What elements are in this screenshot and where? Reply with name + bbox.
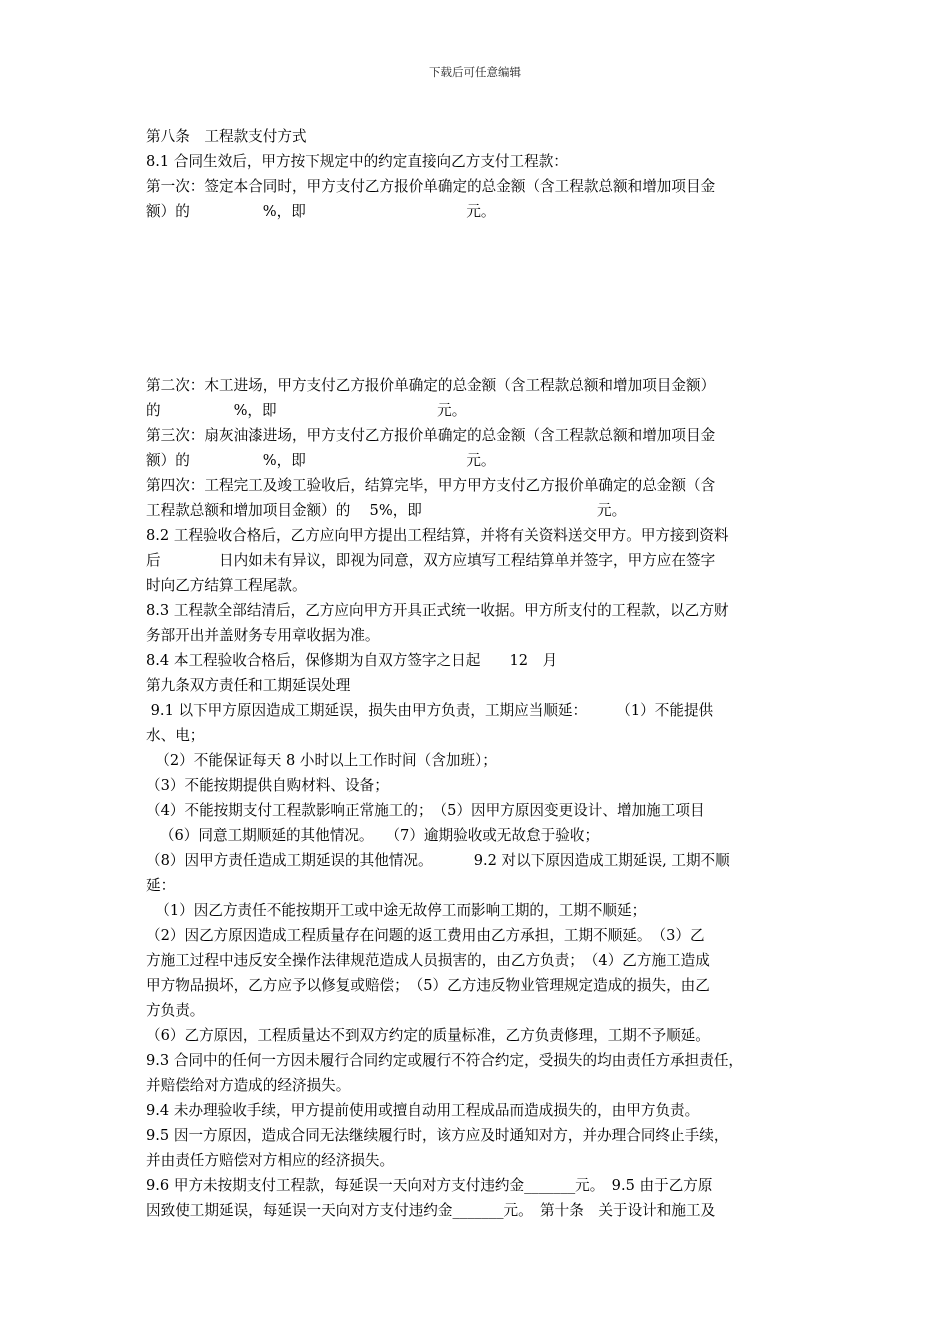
payment-second-line-1: 第二次：木工进场，甲方支付乙方报价单确定的总金额（含工程款总额和增加项目金额） bbox=[146, 377, 716, 394]
article-9-title: 第九条双方责任和工期延误处理 bbox=[146, 677, 351, 694]
clause-9-2-items-line-1: （2）因乙方原因造成工程质量存在问题的返工费用由乙方承担，工期不顺延。 （3）乙 bbox=[146, 927, 705, 944]
clause-9-1-line-2: 水、电； bbox=[146, 727, 205, 744]
clause-9-3-line-2: 并赔偿给对方造成的经济损失。 bbox=[146, 1077, 351, 1094]
clause-9-2-items-line-2: 方施工过程中违反安全操作法律规范造成人员损害的，由乙方负责； （4）乙方施工造成 bbox=[146, 952, 710, 969]
payment-fourth-line-2: 工程款总额和增加项目金额）的 5%，即 元。 bbox=[146, 502, 627, 519]
clause-9-4: 9.4 未办理验收手续，甲方提前使用或擅自动用工程成品而造成损失的，由甲方负责。 bbox=[146, 1102, 700, 1119]
clause-9-1-item-2: （2）不能保证每天 8 小时以上工作时间（含加班）； bbox=[146, 752, 497, 769]
clause-9-6-line-2: 因致使工期延误，每延误一天向对方支付违约金_______元。 第十条 关于设计和施工及 bbox=[146, 1202, 716, 1219]
article-8-title: 第八条 工程款支付方式 bbox=[146, 128, 307, 145]
clause-9-1-item-3: （3）不能按期提供自购材料、设备； bbox=[146, 777, 389, 794]
clause-8-2-line-1: 8.2 工程验收合格后，乙方应向甲方提出工程结算，并将有关资料送交甲方。甲方接到资料 bbox=[146, 527, 729, 544]
clause-8-3-line-2: 务部开出并盖财务专用章收据为准。 bbox=[146, 627, 380, 644]
clause-8-2-line-2: 后 日内如未有异议，即视为同意，双方应填写工程结算单并签字，甲方应在签字 bbox=[146, 552, 716, 569]
clause-9-2-line-1: （8）因甲方责任造成工期延误的其他情况。 9.2 对以下原因造成工期延误, 工期不顺 bbox=[146, 852, 730, 869]
payment-first-line-2: 额）的 %，即 元。 bbox=[146, 203, 496, 220]
clause-9-5-line-2: 并由责任方赔偿对方相应的经济损失。 bbox=[146, 1152, 395, 1169]
clause-9-2-items-line-4: 方负责。 bbox=[146, 1002, 205, 1019]
clause-9-2-item-1: （1）因乙方责任不能按期开工或中途无故停工而影响工期的，工期不顺延； bbox=[146, 902, 647, 919]
clause-9-6-line-1: 9.6 甲方未按期支付工程款，每延误一天向对方支付违约金_______元。 9.5 由于乙方原 bbox=[146, 1177, 713, 1194]
payment-third-line-1: 第三次：扇灰油漆进场，甲方支付乙方报价单确定的总金额（含工程款总额和增加项目金 bbox=[146, 427, 716, 444]
payment-first-line-1: 第一次：签定本合同时，甲方支付乙方报价单确定的总金额（含工程款总额和增加项目金 bbox=[146, 178, 716, 195]
page-header: 下载后可任意编辑 bbox=[429, 65, 521, 79]
clause-8-1: 8.1 合同生效后，甲方按下规定中的约定直接向乙方支付工程款： bbox=[146, 153, 568, 170]
clause-8-2-line-3: 时向乙方结算工程尾款。 bbox=[146, 577, 307, 594]
clause-8-3-line-1: 8.3 工程款全部结清后，乙方应向甲方开具正式统一收据。甲方所支付的工程款，以乙方财 bbox=[146, 602, 729, 619]
clause-9-2-line-2: 延： bbox=[146, 877, 176, 894]
clause-9-5-line-1: 9.5 因一方原因，造成合同无法继续履行时，该方应及时通知对方，并办理合同终止手续， bbox=[146, 1127, 729, 1144]
clause-9-1-items-4-5: （4）不能按期支付工程款影响正常施工的； （5）因甲方原因变更设计、增加施工项目 bbox=[146, 802, 705, 819]
payment-fourth-line-1: 第四次：工程完工及竣工验收后，结算完毕，甲方甲方支付乙方报价单确定的总金额（含 bbox=[146, 477, 716, 494]
clause-8-4: 8.4 本工程验收合格后，保修期为自双方签字之日起 12 月 bbox=[146, 652, 558, 669]
clause-9-2-items-line-3: 甲方物品损坏，乙方应予以修复或赔偿； （5）乙方违反物业管理规定造成的损失，由乙 bbox=[146, 977, 710, 994]
clause-9-1-line-1: 9.1 以下甲方原因造成工期延误，损失由甲方负责，工期应当顺延： （1）不能提供 bbox=[146, 702, 714, 719]
clause-9-1-items-6-7: （6）同意工期顺延的其他情况。 （7）逾期验收或无故怠于验收； bbox=[146, 827, 600, 844]
payment-third-line-2: 额）的 %，即 元。 bbox=[146, 452, 496, 469]
clause-9-2-item-6: （6）乙方原因，工程质量达不到双方约定的质量标准，乙方负责修理，工期不予顺延。 bbox=[146, 1027, 710, 1044]
payment-second-line-2: 的 %，即 元。 bbox=[146, 402, 467, 419]
clause-9-3-line-1: 9.3 合同中的任何一方因未履行合同约定或履行不符合约定，受损失的均由责任方承担责任， bbox=[146, 1052, 744, 1069]
